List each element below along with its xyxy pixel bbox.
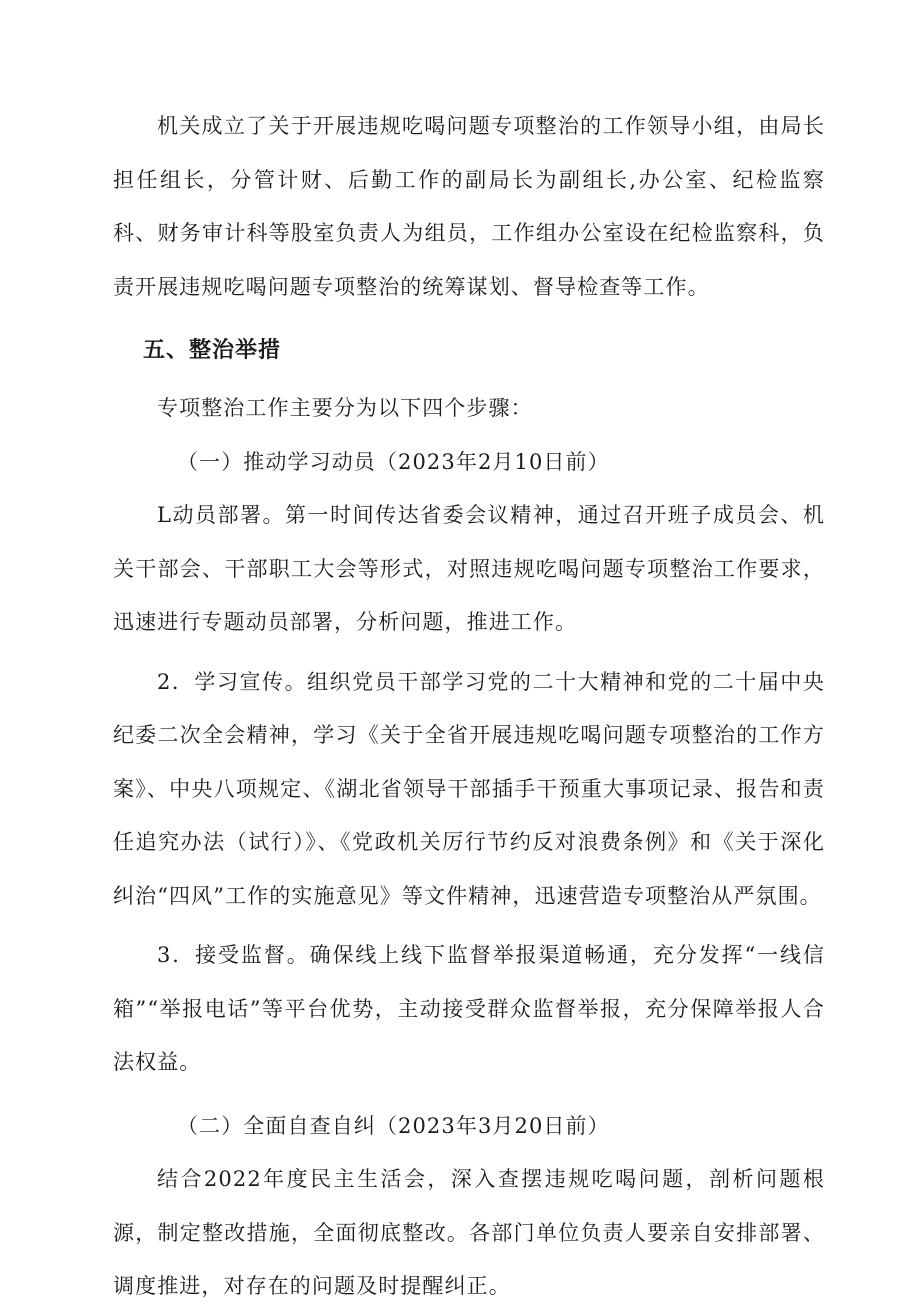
stage-two-heading: （二）全面自查自纠（2023年3月20日前） bbox=[177, 1113, 610, 1138]
item-3-paragraph: 3．接受监督。确保线上线下监督举报渠道畅通，充分发挥“一线信箱”“举报电话”等平台优势，主动接受群众监督举报，充分保障举报人合法权益。 bbox=[113, 943, 825, 1074]
section-five-heading: 五、整治举措 bbox=[143, 338, 282, 363]
stage-one-heading: （一）推动学习动员（2023年2月10日前） bbox=[177, 449, 610, 474]
stage-two-paragraph: 结合2022年度民主生活会，深入查摆违规吃喝问题，剖析问题根源，制定整改措施，全面彻底整改。各部门单位负责人要亲自安排部署、调度推进，对存在的问题及时提醒纠正。 bbox=[113, 1167, 825, 1298]
item-2-paragraph: 2．学习宣传。组织党员干部学习党的二十大精神和党的二十届中央纪委二次全会精神，学习《关于全省开展违规吃喝问题专项整治的工作方案》、中央八项规定、《湖北省领导干部插手干预重大事项记录、报告和责任追究办法（试行）》、《党政机关厉行节约反对浪费条例》和《关于深化纠治“四风”工作的实施意见》等文件精神，迅速营造专项整治从严氛围。 bbox=[113, 669, 825, 908]
document-page bbox=[113, 100, 825, 1314]
leadership-paragraph: 机关成立了关于开展违规吃喝问题专项整治的工作领导小组，由局长担任组长，分管计财、后勤工作的副局长为副组长,办公室、纪检监察科、财务审计科等股室负责人为组员，工作组办公室设在纪检监察科，负责开展违规吃喝问题专项整治的统筹谋划、督导检查等工作。 bbox=[113, 114, 825, 299]
intro-paragraph: 专项整治工作主要分为以下四个步骤： bbox=[157, 396, 533, 420]
item-1-paragraph: L动员部署。第一时间传达省委会议精神，通过召开班子成员会、机关干部会、干部职工大会等形式，对照违规吃喝问题专项整治工作要求，迅速进行专题动员部署，分析问题，推进工作。 bbox=[113, 503, 825, 634]
